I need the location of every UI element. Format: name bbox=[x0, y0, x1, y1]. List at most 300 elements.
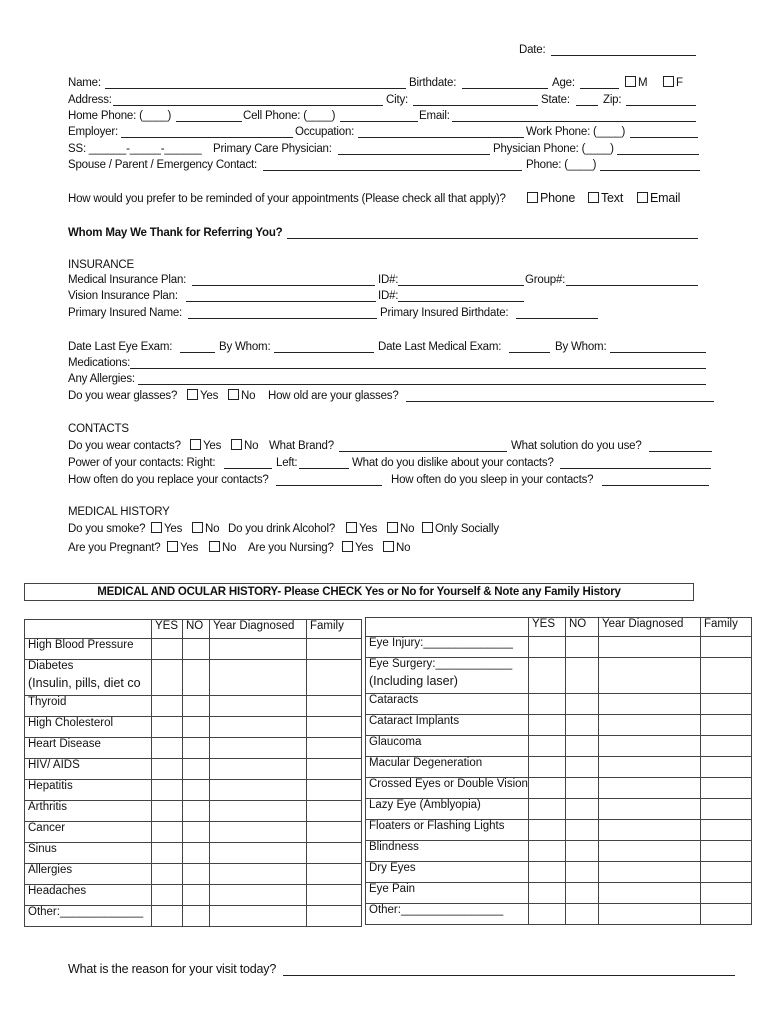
table-row bbox=[25, 696, 362, 717]
yes-cell[interactable] bbox=[152, 696, 183, 717]
yes-cell[interactable] bbox=[529, 658, 566, 694]
brand-question: What Brand? bbox=[269, 440, 334, 452]
table-row bbox=[366, 757, 752, 778]
condition-label bbox=[25, 696, 152, 717]
condition-label bbox=[366, 904, 529, 925]
family-cell[interactable] bbox=[307, 906, 362, 927]
condition-name: HIV/ AIDS bbox=[28, 759, 80, 771]
condition-label bbox=[25, 780, 152, 801]
year-diagnosed-cell[interactable] bbox=[599, 658, 701, 694]
year-diagnosed-cell[interactable] bbox=[599, 883, 701, 904]
reminder-text-option[interactable]: Text bbox=[588, 191, 623, 205]
employer-field[interactable] bbox=[121, 137, 293, 138]
year-diagnosed-cell[interactable] bbox=[599, 862, 701, 883]
yes-cell[interactable] bbox=[152, 717, 183, 738]
family-cell[interactable] bbox=[701, 658, 752, 694]
city-label: City: bbox=[386, 94, 409, 106]
power-left-label: Left: bbox=[276, 457, 298, 469]
no-cell[interactable] bbox=[566, 862, 599, 883]
no-cell[interactable] bbox=[566, 841, 599, 862]
condition-label bbox=[25, 843, 152, 864]
header-year-diagnosed: Year Diagnosed bbox=[599, 618, 701, 637]
birthdate-field[interactable] bbox=[462, 88, 548, 89]
table-row bbox=[25, 822, 362, 843]
condition-label bbox=[366, 694, 529, 715]
glasses-age-question: How old are your glasses? bbox=[268, 390, 399, 402]
vision-id-label: ID#: bbox=[378, 290, 399, 302]
condition-label bbox=[366, 799, 529, 820]
condition-name: Headaches bbox=[28, 885, 87, 897]
family-cell[interactable] bbox=[307, 801, 362, 822]
family-cell[interactable] bbox=[701, 715, 752, 736]
year-diagnosed-cell[interactable] bbox=[210, 780, 307, 801]
family-cell[interactable] bbox=[307, 639, 362, 660]
table-row bbox=[25, 864, 362, 885]
no-cell[interactable] bbox=[566, 736, 599, 757]
condition-label bbox=[366, 841, 529, 862]
home-phone-label: Home Phone: (____) bbox=[68, 110, 172, 122]
power-right-field[interactable] bbox=[224, 468, 272, 469]
emergency-contact-field[interactable] bbox=[263, 170, 522, 171]
sex-f-option[interactable]: F bbox=[663, 76, 683, 90]
condition-note: (Including laser) bbox=[369, 674, 458, 688]
occupation-label: Occupation: bbox=[295, 126, 355, 138]
yes-cell[interactable] bbox=[529, 799, 566, 820]
no-cell[interactable] bbox=[566, 694, 599, 715]
no-cell[interactable] bbox=[566, 883, 599, 904]
header-no: NO bbox=[566, 618, 599, 637]
year-diagnosed-cell[interactable] bbox=[210, 738, 307, 759]
year-diagnosed-cell[interactable] bbox=[210, 639, 307, 660]
alcohol-question: Do you drink Alcohol? bbox=[228, 523, 336, 535]
condition-name: Thyroid bbox=[28, 696, 67, 708]
condition-label bbox=[25, 660, 152, 696]
brand-field[interactable] bbox=[339, 451, 507, 452]
checkbox-icon bbox=[209, 541, 220, 552]
medications-field[interactable] bbox=[130, 368, 706, 369]
table-row bbox=[25, 801, 362, 822]
family-cell[interactable] bbox=[307, 738, 362, 759]
zip-field[interactable] bbox=[626, 105, 696, 106]
condition-name: Allergies bbox=[28, 864, 73, 876]
table-row bbox=[366, 694, 752, 715]
work-phone-label: Work Phone: (____) bbox=[526, 126, 626, 138]
contacts-question: Do you wear contacts? bbox=[68, 440, 181, 452]
condition-note: (Insulin, pills, diet co bbox=[28, 676, 141, 690]
medical-exam-by-whom-field[interactable] bbox=[610, 352, 706, 353]
medical-id-label: ID#: bbox=[378, 274, 399, 286]
pcp-field[interactable] bbox=[338, 154, 490, 155]
sleep-question: How often do you sleep in your contacts? bbox=[391, 474, 594, 486]
condition-label bbox=[25, 906, 152, 927]
pregnant-no-option[interactable]: No bbox=[209, 541, 236, 555]
vision-plan-label: Vision Insurance Plan: bbox=[68, 290, 178, 302]
condition-label bbox=[25, 864, 152, 885]
nursing-question: Are you Nursing? bbox=[248, 542, 334, 554]
year-diagnosed-cell[interactable] bbox=[599, 736, 701, 757]
yes-cell[interactable] bbox=[529, 637, 566, 658]
state-field[interactable] bbox=[576, 105, 598, 106]
table-row bbox=[366, 841, 752, 862]
address-field[interactable] bbox=[113, 105, 383, 106]
year-diagnosed-cell[interactable] bbox=[210, 822, 307, 843]
birthdate-label: Birthdate: bbox=[409, 77, 457, 89]
table-row bbox=[366, 820, 752, 841]
ss-label: SS: ______-_____-______ bbox=[68, 143, 202, 155]
date-field[interactable] bbox=[551, 55, 696, 56]
nursing-yes-option[interactable]: Yes bbox=[342, 541, 373, 555]
medical-plan-field[interactable] bbox=[192, 285, 375, 286]
table-row bbox=[25, 906, 362, 927]
family-cell[interactable] bbox=[307, 822, 362, 843]
table-row bbox=[366, 658, 752, 694]
checkbox-icon bbox=[625, 76, 636, 87]
header-yes: YES bbox=[152, 620, 183, 639]
last-medical-exam-label: Date Last Medical Exam: bbox=[378, 341, 502, 353]
family-cell[interactable] bbox=[701, 904, 752, 925]
name-field[interactable] bbox=[105, 88, 406, 89]
family-cell[interactable] bbox=[307, 759, 362, 780]
email-label: Email: bbox=[419, 110, 450, 122]
primary-name-label: Primary Insured Name: bbox=[68, 307, 183, 319]
no-cell[interactable] bbox=[183, 738, 210, 759]
condition-name: Hepatitis bbox=[28, 780, 73, 792]
year-diagnosed-cell[interactable] bbox=[599, 841, 701, 862]
last-medical-exam-field[interactable] bbox=[509, 352, 550, 353]
solution-question: What solution do you use? bbox=[511, 440, 642, 452]
pregnant-question: Are you Pregnant? bbox=[68, 542, 161, 554]
family-cell[interactable] bbox=[701, 841, 752, 862]
condition-label bbox=[366, 757, 529, 778]
family-cell[interactable] bbox=[701, 757, 752, 778]
header-condition bbox=[25, 620, 152, 639]
yes-cell[interactable] bbox=[529, 694, 566, 715]
contacts-heading: CONTACTS bbox=[68, 423, 129, 435]
year-diagnosed-cell[interactable] bbox=[599, 799, 701, 820]
medical-plan-label: Medical Insurance Plan: bbox=[68, 274, 187, 286]
table-header-row bbox=[25, 620, 362, 639]
table-row bbox=[25, 639, 362, 660]
sleep-field[interactable] bbox=[602, 485, 709, 486]
no-cell[interactable] bbox=[566, 715, 599, 736]
condition-label bbox=[25, 738, 152, 759]
referral-label: Whom May We Thank for Referring You? bbox=[68, 227, 283, 239]
allergies-field[interactable] bbox=[138, 384, 706, 385]
header-yes: YES bbox=[529, 618, 566, 637]
year-diagnosed-cell[interactable] bbox=[599, 778, 701, 799]
no-cell[interactable] bbox=[183, 843, 210, 864]
yes-cell[interactable] bbox=[529, 820, 566, 841]
no-cell[interactable] bbox=[183, 780, 210, 801]
condition-name: Dry Eyes bbox=[369, 862, 416, 874]
emergency-phone-label: Phone: (____) bbox=[526, 159, 597, 171]
home-phone-field[interactable] bbox=[176, 121, 242, 122]
alcohol-socially-option[interactable]: Only Socially bbox=[422, 522, 499, 536]
no-cell[interactable] bbox=[566, 904, 599, 925]
yes-cell[interactable] bbox=[152, 843, 183, 864]
no-cell[interactable] bbox=[183, 696, 210, 717]
no-cell[interactable] bbox=[566, 799, 599, 820]
last-eye-exam-field[interactable] bbox=[180, 352, 215, 353]
vision-id-field[interactable] bbox=[398, 301, 524, 302]
condition-name: Cataracts bbox=[369, 694, 419, 706]
table-row bbox=[25, 738, 362, 759]
smoke-no-option[interactable]: No bbox=[192, 522, 219, 536]
no-cell[interactable] bbox=[183, 717, 210, 738]
yes-cell[interactable] bbox=[152, 780, 183, 801]
condition-label bbox=[25, 822, 152, 843]
checkbox-icon bbox=[187, 389, 198, 400]
condition-label bbox=[25, 639, 152, 660]
condition-name: Cataract Implants bbox=[369, 715, 460, 727]
condition-name: Floaters or Flashing Lights bbox=[369, 820, 505, 832]
visit-reason-label: What is the reason for your visit today? bbox=[68, 962, 277, 976]
checkbox-icon bbox=[190, 439, 201, 450]
power-right-label: Power of your contacts: Right: bbox=[68, 457, 216, 469]
no-cell[interactable] bbox=[566, 658, 599, 694]
glasses-no-option[interactable]: No bbox=[228, 389, 255, 403]
family-cell[interactable] bbox=[701, 799, 752, 820]
vision-plan-field[interactable] bbox=[186, 301, 376, 302]
emergency-phone-field[interactable] bbox=[600, 170, 700, 171]
yes-cell[interactable] bbox=[529, 757, 566, 778]
no-cell[interactable] bbox=[183, 864, 210, 885]
table-row bbox=[366, 778, 752, 799]
family-cell[interactable] bbox=[307, 660, 362, 696]
condition-name: Other:________________ bbox=[369, 904, 504, 916]
yes-cell[interactable] bbox=[529, 904, 566, 925]
condition-label bbox=[25, 717, 152, 738]
glasses-yes-option[interactable]: Yes bbox=[187, 389, 218, 403]
no-cell[interactable] bbox=[183, 801, 210, 822]
family-cell[interactable] bbox=[307, 717, 362, 738]
glasses-question: Do you wear glasses? bbox=[68, 390, 178, 402]
table-row bbox=[25, 843, 362, 864]
reminder-email-option[interactable]: Email bbox=[637, 191, 680, 205]
checkbox-icon bbox=[192, 522, 203, 533]
year-diagnosed-cell[interactable] bbox=[599, 694, 701, 715]
solution-field[interactable] bbox=[649, 451, 712, 452]
yes-cell[interactable] bbox=[152, 864, 183, 885]
condition-name: Arthritis bbox=[28, 801, 67, 813]
family-cell[interactable] bbox=[701, 778, 752, 799]
family-cell[interactable] bbox=[307, 864, 362, 885]
checkbox-icon bbox=[231, 439, 242, 450]
year-diagnosed-cell[interactable] bbox=[210, 885, 307, 906]
yes-cell[interactable] bbox=[529, 778, 566, 799]
condition-name: Eye Surgery:____________ bbox=[369, 658, 513, 670]
condition-name: Sinus bbox=[28, 843, 57, 855]
visit-reason-field[interactable] bbox=[283, 975, 735, 976]
no-cell[interactable] bbox=[566, 820, 599, 841]
glasses-age-field[interactable] bbox=[406, 401, 714, 402]
condition-label bbox=[25, 801, 152, 822]
power-left-field[interactable] bbox=[299, 468, 349, 469]
header-family: Family bbox=[307, 620, 362, 639]
reminder-phone-option[interactable]: Phone bbox=[527, 191, 575, 205]
emergency-contact-label: Spouse / Parent / Emergency Contact: bbox=[68, 159, 258, 171]
physician-phone-field[interactable] bbox=[617, 154, 699, 155]
yes-cell[interactable] bbox=[152, 660, 183, 696]
condition-label bbox=[25, 759, 152, 780]
condition-label bbox=[366, 820, 529, 841]
family-cell[interactable] bbox=[701, 883, 752, 904]
group-label: Group#: bbox=[525, 274, 566, 286]
family-cell[interactable] bbox=[701, 637, 752, 658]
last-eye-exam-label: Date Last Eye Exam: bbox=[68, 341, 173, 353]
checkbox-icon bbox=[387, 522, 398, 533]
yes-cell[interactable] bbox=[529, 862, 566, 883]
table-row bbox=[25, 717, 362, 738]
year-diagnosed-cell[interactable] bbox=[599, 904, 701, 925]
condition-label bbox=[366, 658, 529, 694]
year-diagnosed-cell[interactable] bbox=[210, 717, 307, 738]
table-header-row bbox=[366, 618, 752, 637]
table-row bbox=[366, 637, 752, 658]
condition-label bbox=[366, 883, 529, 904]
email-field[interactable] bbox=[452, 121, 696, 122]
checkbox-icon bbox=[167, 541, 178, 552]
checkbox-icon bbox=[151, 522, 162, 533]
family-cell[interactable] bbox=[701, 694, 752, 715]
table-row bbox=[366, 715, 752, 736]
condition-name: Glaucoma bbox=[369, 736, 422, 748]
medical-id-field[interactable] bbox=[398, 285, 524, 286]
no-cell[interactable] bbox=[183, 822, 210, 843]
eye-exam-by-whom-field[interactable] bbox=[274, 352, 374, 353]
cell-phone-field[interactable] bbox=[340, 121, 418, 122]
state-label: State: bbox=[541, 94, 570, 106]
family-cell[interactable] bbox=[307, 780, 362, 801]
no-cell[interactable] bbox=[183, 885, 210, 906]
yes-cell[interactable] bbox=[529, 715, 566, 736]
smoke-yes-option[interactable]: Yes bbox=[151, 522, 182, 536]
family-cell[interactable] bbox=[307, 885, 362, 906]
checkbox-icon bbox=[346, 522, 357, 533]
primary-birthdate-field[interactable] bbox=[516, 318, 598, 319]
alcohol-no-option[interactable]: No bbox=[387, 522, 414, 536]
primary-name-field[interactable] bbox=[188, 318, 377, 319]
header-year-diagnosed: Year Diagnosed bbox=[210, 620, 307, 639]
table-row bbox=[366, 862, 752, 883]
checkbox-icon bbox=[383, 541, 394, 552]
yes-cell[interactable] bbox=[152, 906, 183, 927]
nursing-no-option[interactable]: No bbox=[383, 541, 410, 555]
checkbox-icon bbox=[527, 192, 538, 203]
no-cell[interactable] bbox=[183, 759, 210, 780]
no-cell[interactable] bbox=[566, 637, 599, 658]
year-diagnosed-cell[interactable] bbox=[599, 757, 701, 778]
yes-cell[interactable] bbox=[529, 841, 566, 862]
yes-cell[interactable] bbox=[152, 822, 183, 843]
replace-question: How often do you replace your contacts? bbox=[68, 474, 269, 486]
year-diagnosed-cell[interactable] bbox=[599, 637, 701, 658]
condition-name: Lazy Eye (Amblyopia) bbox=[369, 799, 481, 811]
city-field[interactable] bbox=[413, 105, 538, 106]
table-row bbox=[25, 780, 362, 801]
sex-m-option[interactable]: M bbox=[625, 76, 647, 90]
condition-name: Macular Degeneration bbox=[369, 757, 483, 769]
no-cell[interactable] bbox=[183, 906, 210, 927]
condition-name: Other:_____________ bbox=[28, 906, 144, 918]
age-field[interactable] bbox=[580, 88, 619, 89]
condition-name: Cancer bbox=[28, 822, 66, 834]
group-field[interactable] bbox=[566, 285, 698, 286]
smoke-question: Do you smoke? bbox=[68, 523, 146, 535]
yes-cell[interactable] bbox=[152, 885, 183, 906]
family-cell[interactable] bbox=[307, 843, 362, 864]
yes-cell[interactable] bbox=[152, 639, 183, 660]
year-diagnosed-cell[interactable] bbox=[210, 843, 307, 864]
family-cell[interactable] bbox=[701, 736, 752, 757]
contacts-no-option[interactable]: No bbox=[231, 439, 258, 453]
checkbox-icon bbox=[228, 389, 239, 400]
yes-cell[interactable] bbox=[152, 801, 183, 822]
year-diagnosed-cell[interactable] bbox=[210, 906, 307, 927]
dislike-field[interactable] bbox=[560, 468, 711, 469]
year-diagnosed-cell[interactable] bbox=[210, 801, 307, 822]
condition-label bbox=[366, 778, 529, 799]
header-no: NO bbox=[183, 620, 210, 639]
condition-name: Eye Pain bbox=[369, 883, 416, 895]
referral-field[interactable] bbox=[287, 238, 698, 239]
no-cell[interactable] bbox=[566, 778, 599, 799]
history-banner-text: MEDICAL AND OCULAR HISTORY- Please CHECK Yes or No for Yourself & Note any Family History bbox=[97, 586, 621, 598]
condition-name: Crossed Eyes or Double Vision bbox=[369, 778, 528, 790]
condition-name: Diabetes bbox=[28, 660, 74, 672]
yes-cell[interactable] bbox=[529, 883, 566, 904]
yes-cell[interactable] bbox=[529, 736, 566, 757]
no-cell[interactable] bbox=[566, 757, 599, 778]
yes-cell[interactable] bbox=[152, 738, 183, 759]
alcohol-yes-option[interactable]: Yes bbox=[346, 522, 377, 536]
contacts-yes-option[interactable]: Yes bbox=[190, 439, 221, 453]
age-label: Age: bbox=[552, 77, 575, 89]
family-cell[interactable] bbox=[701, 820, 752, 841]
address-label: Address: bbox=[68, 94, 112, 106]
work-phone-field[interactable] bbox=[630, 137, 698, 138]
no-cell[interactable] bbox=[183, 639, 210, 660]
occupation-field[interactable] bbox=[358, 137, 524, 138]
checkbox-icon bbox=[422, 522, 433, 533]
replace-field[interactable] bbox=[276, 485, 382, 486]
eye-exam-by-whom-label: By Whom: bbox=[219, 341, 271, 353]
pregnant-yes-option[interactable]: Yes bbox=[167, 541, 198, 555]
condition-name: High Cholesterol bbox=[28, 717, 114, 729]
year-diagnosed-cell[interactable] bbox=[210, 696, 307, 717]
condition-label bbox=[366, 715, 529, 736]
primary-birthdate-label: Primary Insured Birthdate: bbox=[380, 307, 509, 319]
table-row bbox=[25, 660, 362, 696]
family-cell[interactable] bbox=[307, 696, 362, 717]
table-row bbox=[366, 799, 752, 820]
condition-name: Blindness bbox=[369, 841, 419, 853]
condition-label bbox=[25, 885, 152, 906]
table-row bbox=[366, 883, 752, 904]
date-label: Date: bbox=[519, 44, 546, 56]
family-cell[interactable] bbox=[701, 862, 752, 883]
year-diagnosed-cell[interactable] bbox=[210, 759, 307, 780]
year-diagnosed-cell[interactable] bbox=[210, 864, 307, 885]
zip-label: Zip: bbox=[603, 94, 622, 106]
year-diagnosed-cell[interactable] bbox=[599, 820, 701, 841]
year-diagnosed-cell[interactable] bbox=[210, 660, 307, 696]
reminder-question: How would you prefer to be reminded of your appointments (Please check all that apply)? bbox=[68, 193, 506, 205]
ocular-history-table bbox=[365, 617, 752, 925]
yes-cell[interactable] bbox=[152, 759, 183, 780]
no-cell[interactable] bbox=[183, 660, 210, 696]
year-diagnosed-cell[interactable] bbox=[599, 715, 701, 736]
